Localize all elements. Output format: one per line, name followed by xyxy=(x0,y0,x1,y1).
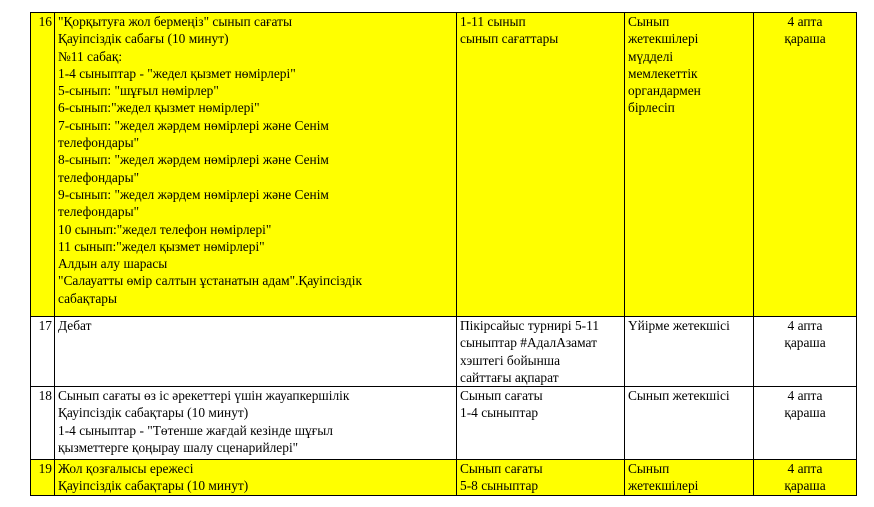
audience-line: сыныптар #АдалАзамат xyxy=(460,335,597,351)
events-table xyxy=(30,12,857,496)
responsible-cell xyxy=(625,13,754,317)
event-topic-cell xyxy=(55,387,457,460)
date-month: қараша xyxy=(784,31,826,47)
date-cell xyxy=(754,317,857,387)
table-row xyxy=(31,13,857,317)
topic-line: телефондары" xyxy=(58,204,140,220)
audience-line: хэштегі бойынша xyxy=(460,352,561,368)
date-week: 4 апта xyxy=(787,461,823,477)
date-month: қараша xyxy=(784,405,826,421)
responsible-line: Сынып жетекшісі xyxy=(628,388,730,404)
table-row xyxy=(31,387,857,460)
event-topic-cell xyxy=(55,317,457,387)
audience-cell xyxy=(457,13,625,317)
topic-line: "Салауатты өмір салтын ұстанатын адам".Қауіпсіздік xyxy=(58,273,362,289)
responsible-cell xyxy=(625,317,754,387)
topic-line: Сынып сағаты өз іс әрекеттері үшін жауапкершілік xyxy=(58,388,350,404)
date-week: 4 апта xyxy=(787,318,823,333)
topic-line: телефондары" xyxy=(58,135,140,151)
responsible-line: Сынып xyxy=(628,461,670,477)
row-number: 17 xyxy=(31,317,55,387)
row-number: 18 xyxy=(31,387,55,460)
audience-cell xyxy=(457,387,625,460)
audience-line: 1-11 сынып xyxy=(460,14,526,29)
responsible-line: Үйірме жетекшісі xyxy=(628,318,730,333)
audience-cell xyxy=(457,460,625,496)
date-month: қараша xyxy=(784,478,826,494)
topic-line: Дебат xyxy=(58,318,92,333)
responsible-line: жетекшілері xyxy=(628,478,699,494)
table-row xyxy=(31,317,857,387)
topic-line: 1-4 сыныптар - "жедел қызмет нөмірлері" xyxy=(58,65,296,81)
responsible-line: мемлекеттік xyxy=(628,65,698,81)
topic-line: телефондары" xyxy=(58,169,140,185)
responsible-line: Сынып xyxy=(628,14,670,29)
topic-line: Қауіпсіздік сабақтары (10 минут) xyxy=(58,405,249,421)
topic-line: 6-сынып:"жедел қызмет нөмірлері" xyxy=(58,100,260,116)
topic-line: 8-сынып: "жедел жәрдем нөмірлері және Сенім xyxy=(58,152,329,168)
responsible-line: жетекшілері xyxy=(628,31,699,47)
date-week: 4 апта xyxy=(787,388,823,404)
audience-cell xyxy=(457,317,625,387)
date-cell xyxy=(754,460,857,496)
topic-line: қызметтерге қоңырау шалу сценарийлері" xyxy=(58,440,299,456)
audience-line: 5-8 сыныптар xyxy=(460,478,539,494)
topic-line: 1-4 сыныптар - "Төтенше жағдай кезінде шұғыл xyxy=(58,422,333,438)
topic-line: 11 сынып:"жедел қызмет нөмірлері" xyxy=(58,238,265,254)
audience-line: 1-4 сыныптар xyxy=(460,405,539,421)
responsible-line: бірлесіп xyxy=(628,100,675,116)
event-topic-cell xyxy=(55,13,457,317)
audience-line: сынып сағаттары xyxy=(460,31,559,47)
topic-line: Жол қозғалысы ережесі xyxy=(58,461,194,477)
date-cell xyxy=(754,387,857,460)
topic-line: Алдын алу шарасы xyxy=(58,256,168,272)
responsible-cell xyxy=(625,460,754,496)
topic-line: 5-сынып: "шұғыл нөмірлер" xyxy=(58,83,219,99)
topic-line: 7-сынып: "жедел жәрдем нөмірлері және Сенім xyxy=(58,117,329,133)
row-number: 16 xyxy=(31,13,55,317)
event-topic-cell xyxy=(55,460,457,496)
date-week: 4 апта xyxy=(787,14,823,29)
audience-line: сайттағы ақпарат xyxy=(460,369,559,385)
table-row xyxy=(31,460,857,496)
topic-line: Қауіпсіздік сабақтары (10 минут) xyxy=(58,478,249,494)
topic-line: "Қорқытуға жол бермеңіз" сынып сағаты xyxy=(58,14,292,29)
audience-line: Сынып сағаты xyxy=(460,461,543,477)
audience-line: Сынып сағаты xyxy=(460,388,543,404)
row-number: 19 xyxy=(31,460,55,496)
date-month: қараша xyxy=(784,335,826,351)
responsible-line: мүдделі xyxy=(628,48,674,64)
topic-line: 9-сынып: "жедел жәрдем нөмірлері және Сенім xyxy=(58,186,329,202)
audience-line: Пікірсайыс турнирі 5-11 xyxy=(460,318,600,333)
topic-line: 10 сынып:"жедел телефон нөмірлері" xyxy=(58,221,272,237)
topic-line: №11 сабақ: xyxy=(58,48,123,64)
topic-line: Қауіпсіздік сабағы (10 минут) xyxy=(58,31,229,47)
topic-line: сабақтары xyxy=(58,290,117,306)
responsible-line: органдармен xyxy=(628,83,701,99)
responsible-cell xyxy=(625,387,754,460)
date-cell xyxy=(754,13,857,317)
